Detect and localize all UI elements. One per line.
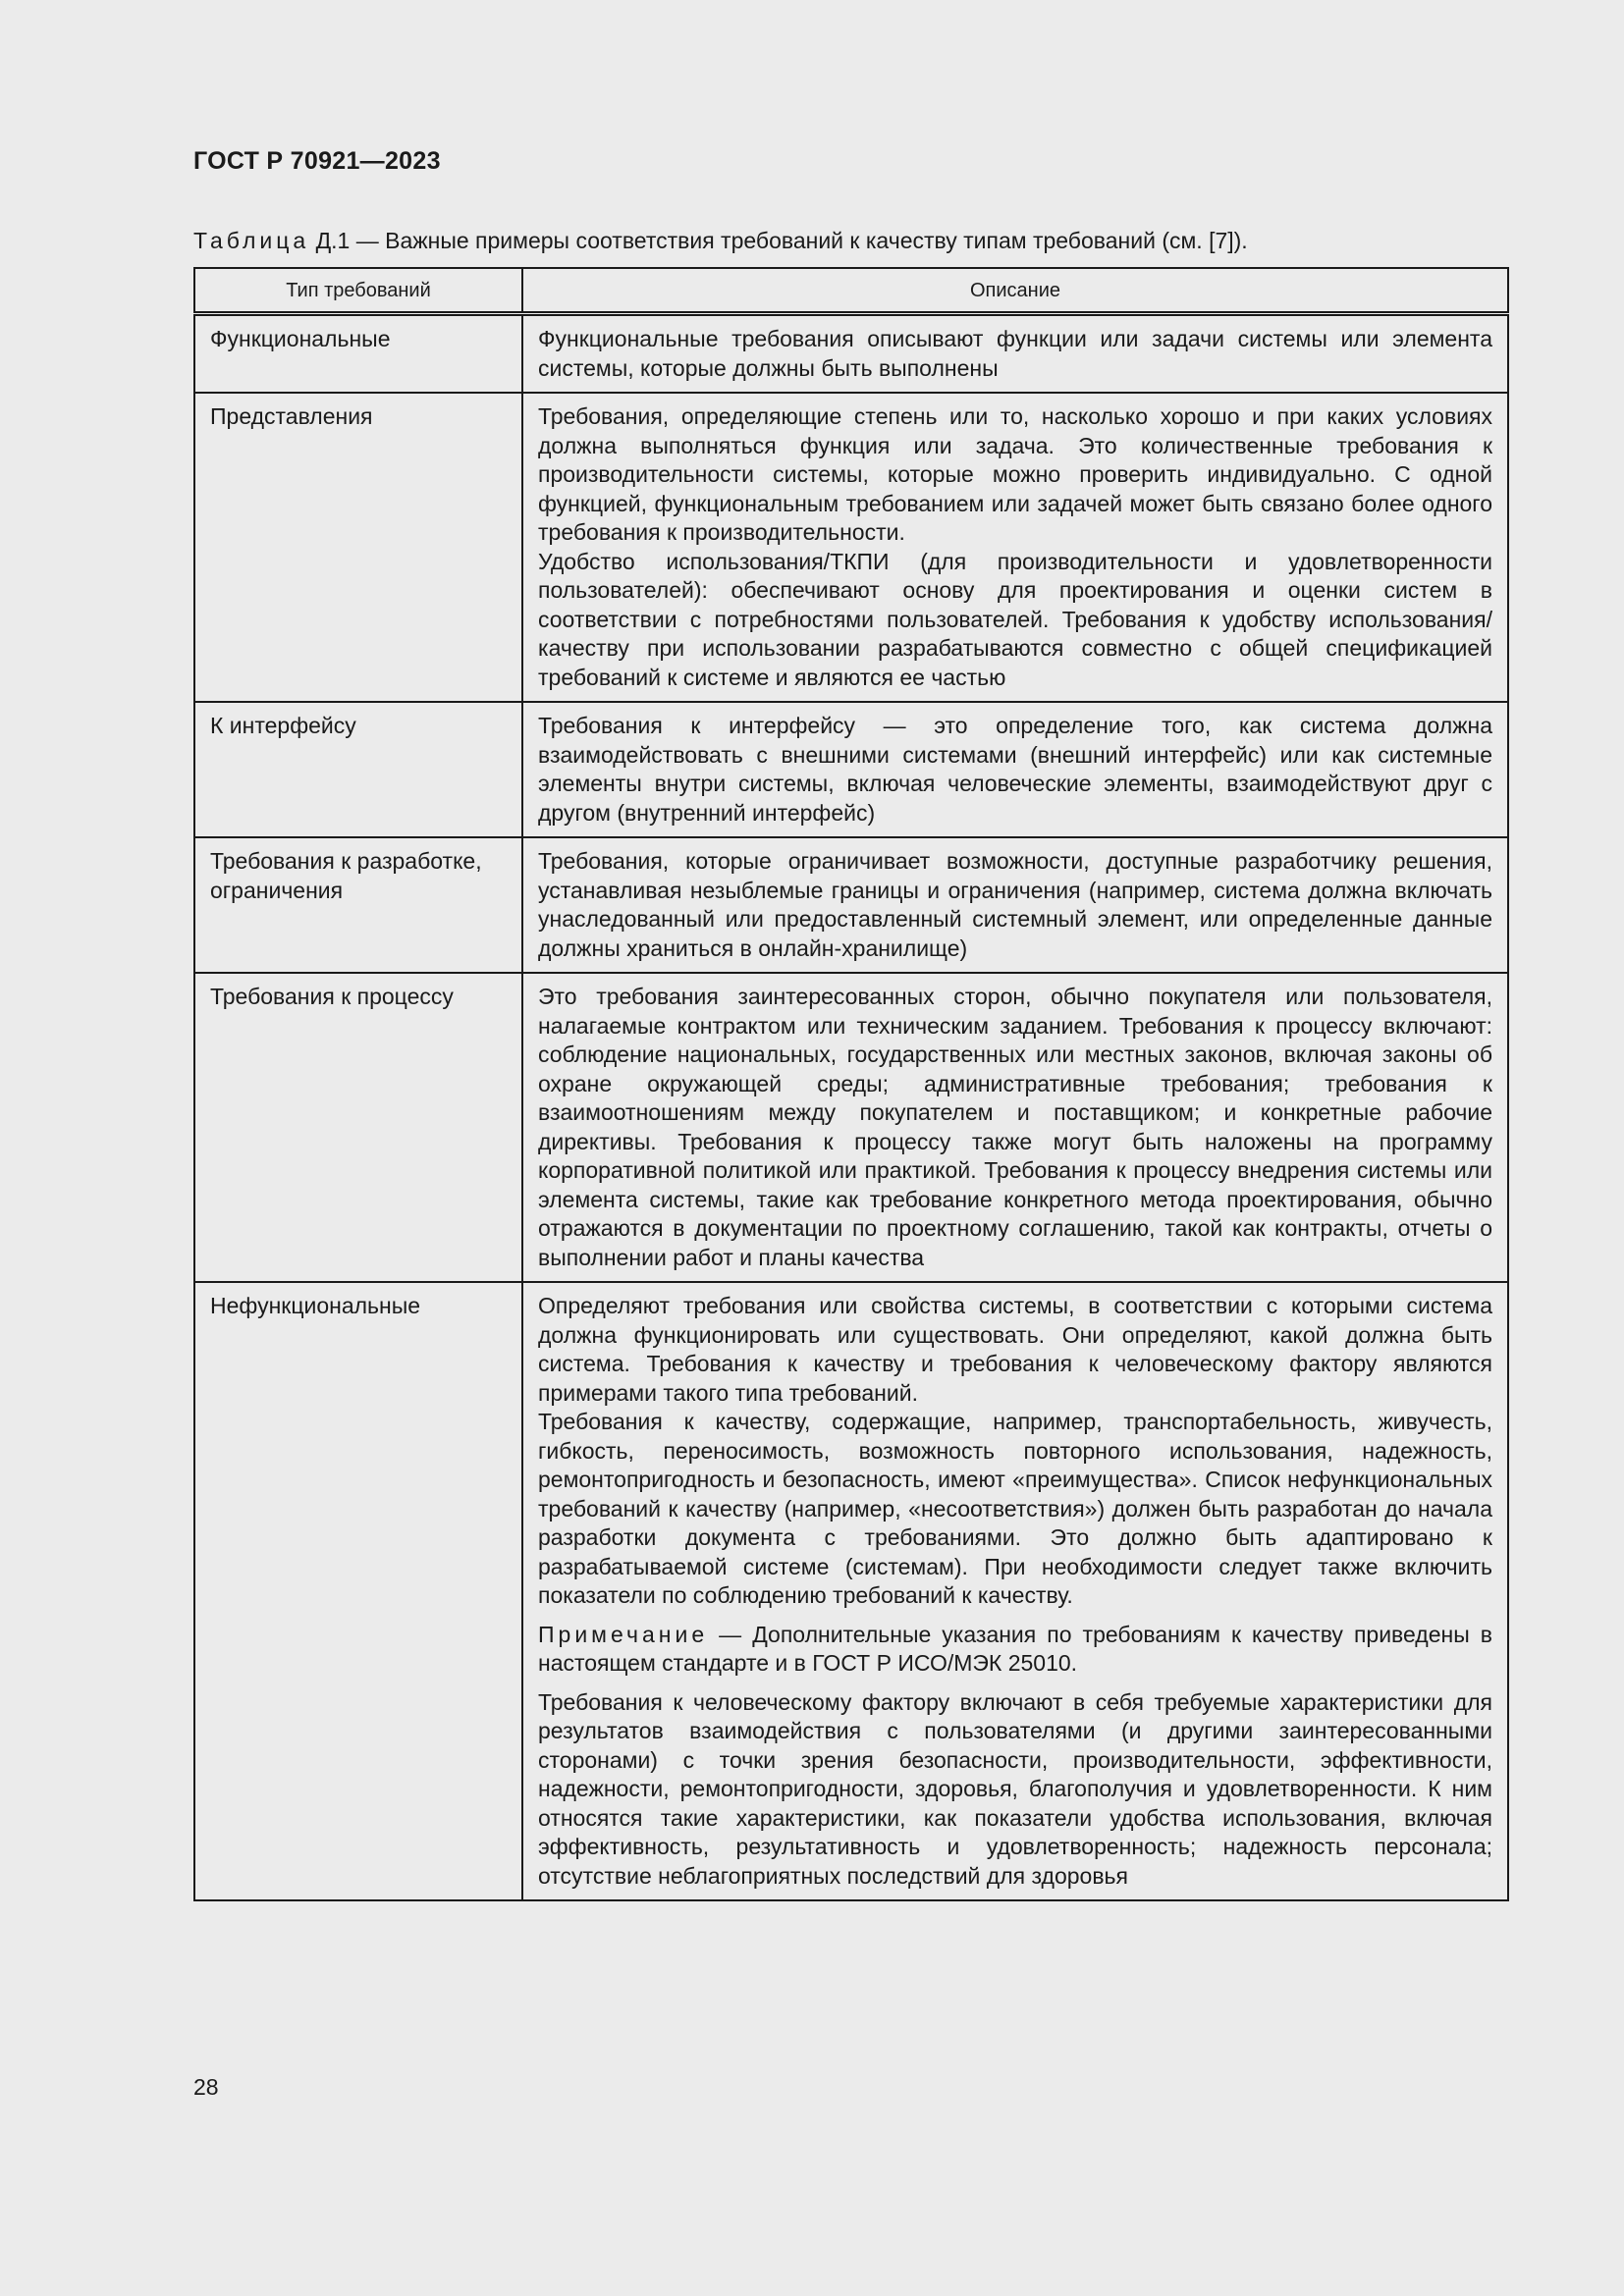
row-description-cell xyxy=(522,314,1508,394)
row-type-cell: Представления xyxy=(194,393,522,702)
description-paragraph: Требования к качеству, содержащие, например, транспортабельность, живучесть, гибкость, переносимость, возможность повторного использования, надежность, ремонтопригодность и безопасность, имеют «преимущества». Список нефункциональных требований к качеству (например, «несоответствия») должен быть разработан до начала разработки документа с требованиями. Это должно быть адаптировано к разрабатываемой системе (системам). При необходимости следует также включить показатели по соблюдению требований к качеству. xyxy=(538,1409,1492,1608)
row-type-cell: Нефункциональные xyxy=(194,1282,522,1900)
table-row xyxy=(194,314,1508,394)
description-paragraph: Требования, определяющие степень или то, насколько хорошо и при каких условиях должна выполняться функция или задача. Это количественные требования к производительности системы, которые можно проверить индивидуально. С одной функцией, функциональным требованием или задачей может быть связано более одного требования к производительности. xyxy=(538,403,1492,545)
note-text: — Дополнительные указания по требованиям к качеству приведены в настоящем стандарте и в ГОСТ Р ИСО/МЭК 25010. xyxy=(538,1621,1492,1676)
page-number: 28 xyxy=(193,2074,219,2100)
description-paragraph: Функциональные требования описывают функции или задачи системы или элемента системы, которые должны быть выполнены xyxy=(538,326,1492,381)
table-row xyxy=(194,1282,1508,1900)
row-description-cell xyxy=(522,837,1508,973)
row-type-cell: Функциональные xyxy=(194,314,522,394)
row-type-cell: К интерфейсу xyxy=(194,702,522,837)
row-description-cell xyxy=(522,702,1508,837)
table-header-row xyxy=(194,268,1508,314)
table-caption-label: Таблица xyxy=(193,228,310,253)
description-paragraph: Требования к интерфейсу — это определение того, как система должна взаимодействовать с внешними системами (внешний интерфейс) или как системные элементы внутри системы, включая человеческие элементы, взаимодействуют друг с другом (внутренний интерфейс) xyxy=(538,713,1492,826)
table-row xyxy=(194,393,1508,702)
description-paragraph: Удобство использования/ТКПИ (для производительности и удовлетворенности пользователей): обеспечивают основу для проектирования и оценки систем в соответствии с потребностями пользователей. Требования к удобству использования/качеству при использовании разрабатываются совместно с общей спецификацией требований к системе и являются ее частью xyxy=(538,548,1492,690)
description-paragraph: Требования, которые ограничивает возможности, доступные разработчику решения, устанавливая незыблемые границы и ограничения (например, система должна включать унаследованный или предоставленный системный элемент, или определенные данные должны храниться в онлайн-хранилище) xyxy=(538,848,1492,961)
row-description-cell xyxy=(522,393,1508,702)
table-caption-text: Д.1 — Важные примеры соответствия требований к качеству типам требований (см. [7]). xyxy=(309,228,1248,253)
note-label: Примечание xyxy=(538,1621,709,1647)
table-row xyxy=(194,973,1508,1282)
row-type-cell: Требования к процессу xyxy=(194,973,522,1282)
description-paragraph: Определяют требования или свойства системы, в соответствии с которыми система должна функционировать или существовать. Они определяют, какой должна быть система. Требования к качеству и требования к человеческому фактору являются примерами такого типа требований. xyxy=(538,1293,1492,1406)
column-header-type: Тип требований xyxy=(194,268,522,314)
column-header-description: Описание xyxy=(522,268,1508,314)
note-paragraph xyxy=(538,1621,1492,1679)
table-caption xyxy=(193,226,1248,255)
row-description-cell xyxy=(522,1282,1508,1900)
description-paragraph: Это требования заинтересованных сторон, обычно покупателя или пользователя, налагаемые контрактом или техническим заданием. Требования к процессу включают: соблюдение национальных, государственных или местных законов, включая законы об охране окружающей среды; административные требования; требования к взаимоотношениям между покупателем и поставщиком; и конкретные рабочие директивы. Требования к процессу также могут быть наложены на программу корпоративной политикой или практикой. Требования к процессу внедрения системы или элемента системы, такие как требование конкретного метода проектирования, обычно отражаются в документации по проектному соглашению, такой как контракты, отчеты о выполнении работ и планы качества xyxy=(538,984,1492,1270)
document-code: ГОСТ Р 70921—2023 xyxy=(193,147,441,175)
table-row xyxy=(194,702,1508,837)
requirements-table-grid xyxy=(193,267,1509,1901)
row-description-cell xyxy=(522,973,1508,1282)
description-paragraph: Требования к человеческому фактору включают в себя требуемые характеристики для результатов взаимодействия с пользователями (и другими заинтересованными сторонами) с точки зрения безопасности, производительности, эффективности, надежности, ремонтопригодности, здоровья, благополучия и удовлетворенности. К ним относятся такие характеристики, как показатели удобства использования, включая эффективность, результативность и удовлетворенность; надежность персонала; отсутствие неблагоприятных последствий для здоровья xyxy=(538,1688,1492,1889)
row-type-cell: Требования к разработке, ограничения xyxy=(194,837,522,973)
requirements-table xyxy=(193,267,1507,1901)
table-row xyxy=(194,837,1508,973)
